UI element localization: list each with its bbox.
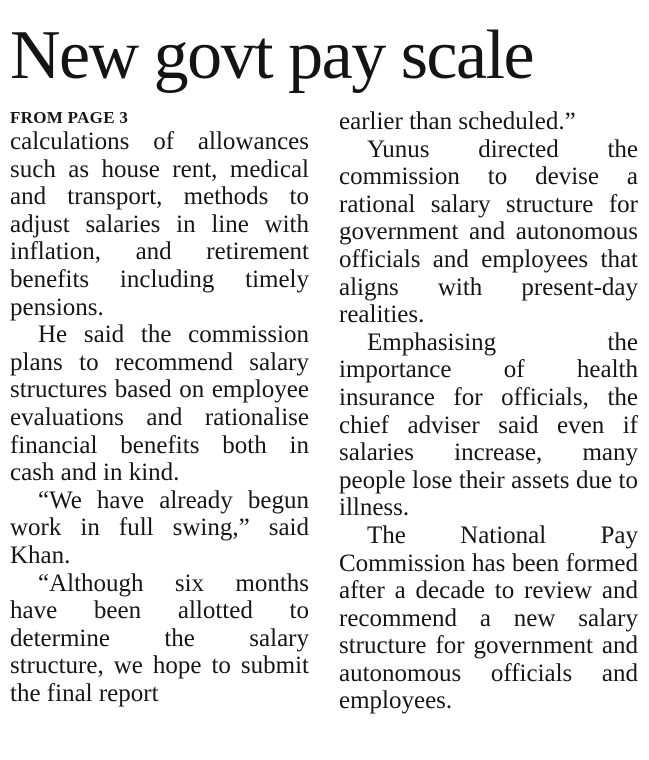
paragraph: Yunus directed the commission to devise a rational salary structure for government and autonomous officials and employees that aligns with present-day realities. <box>339 135 638 329</box>
paragraph: The National Pay Commission has been formed after a decade to review and recommend a new salary structure for government and autonomous officials and employees. <box>339 521 638 715</box>
continuation-label: FROM PAGE 3 <box>10 108 129 127</box>
right-column <box>339 108 638 715</box>
paragraph: “Although six months have been allotted to determine the salary structure, we hope to submit the final report <box>10 569 309 707</box>
left-column <box>10 108 309 707</box>
paragraph: “We have already begun work in full swing,” said Khan. <box>10 486 309 569</box>
paragraph: He said the commission plans to recommend salary structures based on employee evaluations and rationalise financial benefits both in cash and in kind. <box>10 321 309 487</box>
paragraph: earlier than scheduled.” <box>339 108 576 135</box>
paragraph: Emphasising the importance of health insurance for officials, the chief adviser said even if salaries increase, many people lose their assets due to illness. <box>339 328 638 522</box>
paragraph: calculations of allowances such as house rent, medical and transport, methods to adjust salaries in line with inflation, and retirement benefits including timely pensions. <box>10 128 309 321</box>
headline: New govt pay scale <box>10 17 534 94</box>
